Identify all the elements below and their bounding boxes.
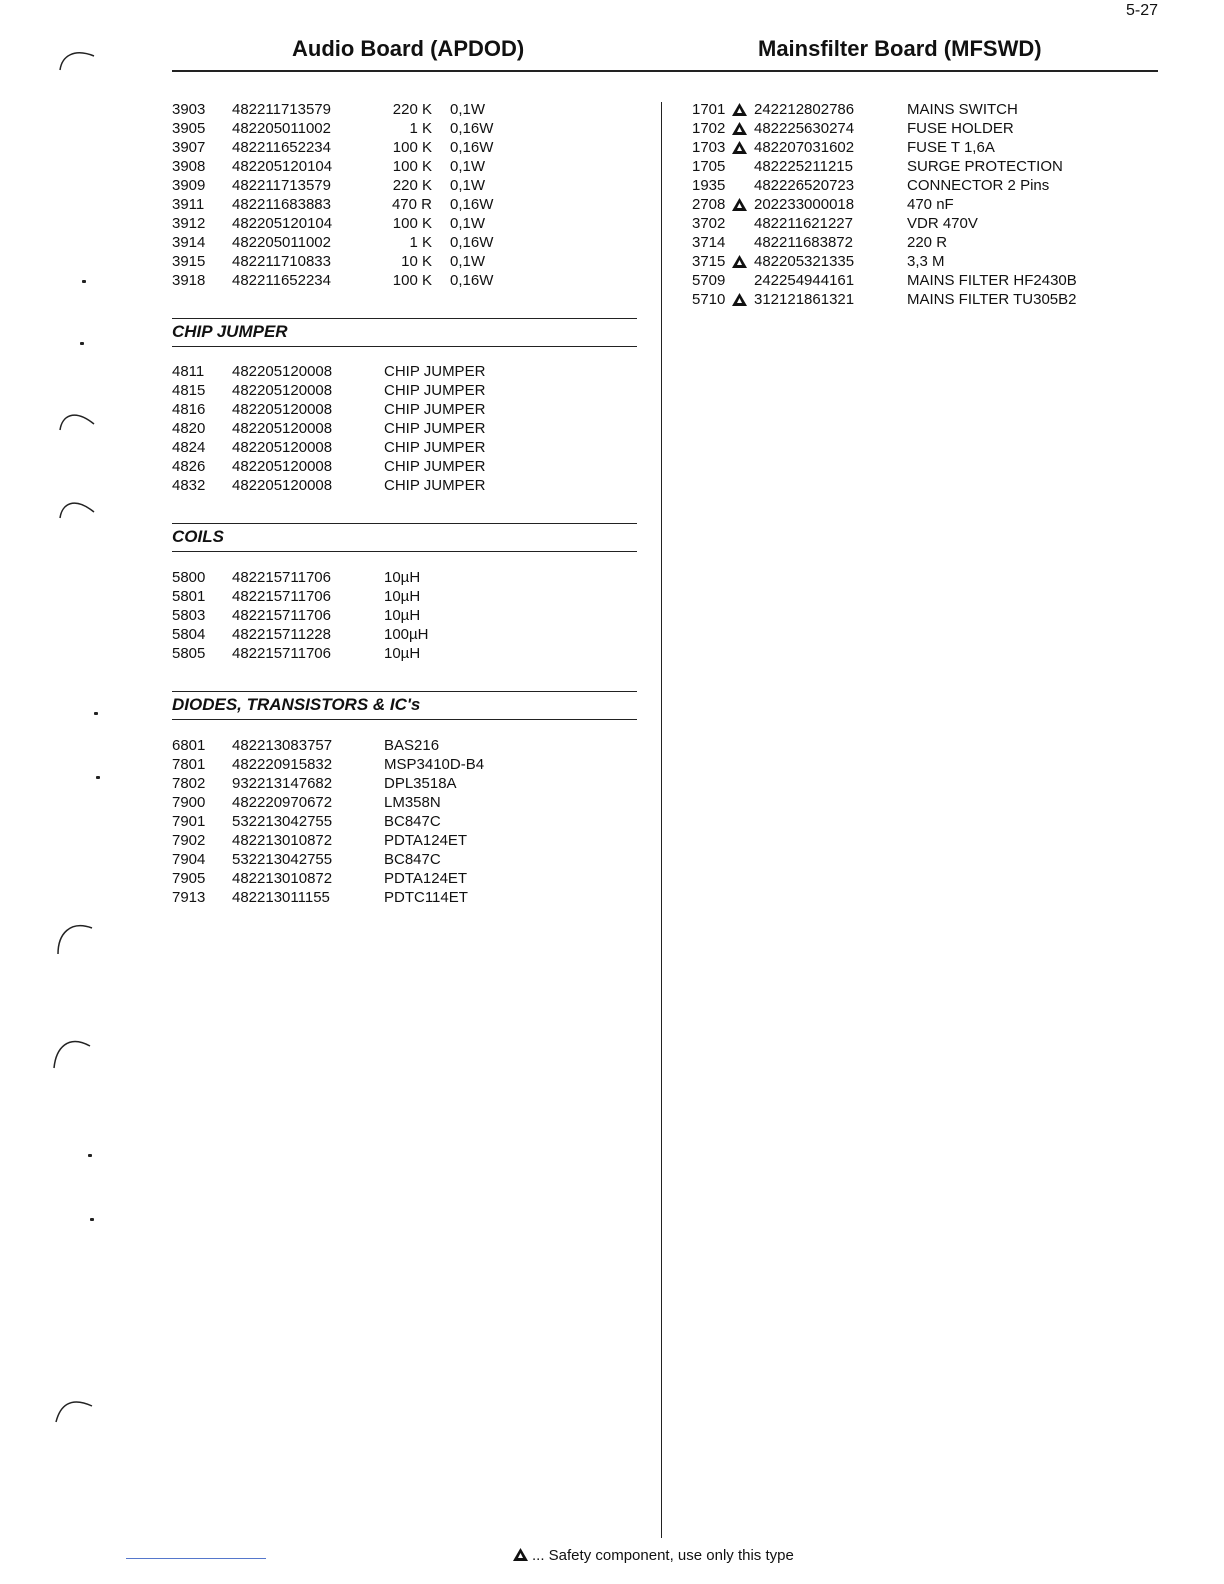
position-number: 4820 <box>172 420 206 437</box>
part-description: DPL3518A <box>384 775 457 792</box>
part-description: 10µH <box>384 645 421 662</box>
part-description: CHIP JUMPER <box>384 458 486 475</box>
part-description: BC847C <box>384 851 441 868</box>
part-code: 482215711228 <box>232 626 331 643</box>
resistance-value: 220 K <box>392 177 432 194</box>
resistance-value: 10 K <box>401 253 432 270</box>
part-code: 482211683872 <box>754 234 853 251</box>
part-code: 242254944161 <box>754 272 855 289</box>
part-code: 312121861321 <box>754 291 855 308</box>
part-description: PDTC114ET <box>384 889 468 906</box>
part-code: 482213010872 <box>232 832 333 849</box>
part-code: 482205120008 <box>232 439 333 456</box>
position-number: 5709 <box>692 272 726 289</box>
binder-hole-mark-icon <box>56 406 96 432</box>
section-title: CHIP JUMPER <box>172 322 288 341</box>
part-code: 482220915832 <box>232 756 333 773</box>
part-code: 482205120008 <box>232 363 333 380</box>
part-code: 482215711706 <box>232 588 331 605</box>
part-description: CHIP JUMPER <box>384 401 486 418</box>
part-description: CONNECTOR 2 Pins <box>907 177 1050 194</box>
position-number: 6801 <box>172 737 206 754</box>
resistance-value: 220 K <box>392 101 432 118</box>
part-code: 242212802786 <box>754 101 855 118</box>
position-number: 3914 <box>172 234 206 251</box>
part-code: 482205120104 <box>232 158 333 175</box>
part-code: 482211621227 <box>754 215 853 232</box>
position-number: 5800 <box>172 569 206 586</box>
position-number: 3903 <box>172 101 206 118</box>
power-rating: 0,16W <box>450 272 494 289</box>
scan-dot <box>80 342 84 345</box>
page-number: 5-27 <box>1125 2 1158 19</box>
position-number: 1701 <box>692 101 726 118</box>
position-number: 4811 <box>172 363 205 380</box>
warning-triangle-icon <box>732 255 747 268</box>
part-description: VDR 470V <box>907 215 978 232</box>
part-description: 10µH <box>384 569 421 586</box>
position-number: 7904 <box>172 851 206 868</box>
position-number: 7900 <box>172 794 206 811</box>
part-description: FUSE T 1,6A <box>907 139 995 156</box>
position-number: 3714 <box>692 234 726 251</box>
binder-hole-mark-icon <box>52 916 96 956</box>
part-code: 482211652234 <box>232 272 331 289</box>
position-number: 3915 <box>172 253 206 270</box>
resistance-value: 1 K <box>409 234 432 251</box>
part-code: 482205120008 <box>232 458 333 475</box>
power-rating: 0,1W <box>450 253 486 270</box>
part-code: 482211652234 <box>232 139 331 156</box>
footer-note-text: ... Safety component, use only this type <box>532 1547 794 1564</box>
power-rating: 0,1W <box>450 158 486 175</box>
position-number: 3715 <box>692 253 726 270</box>
part-description: PDTA124ET <box>384 832 468 849</box>
part-code: 482211713579 <box>232 101 331 118</box>
part-description: CHIP JUMPER <box>384 439 486 456</box>
position-number: 4824 <box>172 439 206 456</box>
part-code: 482220970672 <box>232 794 333 811</box>
position-number: 5710 <box>692 291 726 308</box>
warning-triangle-icon <box>732 103 747 116</box>
position-number: 3911 <box>172 196 205 213</box>
part-description: MAINS SWITCH <box>907 101 1018 118</box>
scan-dot <box>90 1218 94 1221</box>
position-number: 7913 <box>172 889 206 906</box>
part-code: 482207031602 <box>754 139 855 156</box>
position-number: 1702 <box>692 120 726 137</box>
section-header-diodes <box>172 691 637 720</box>
position-number: 7802 <box>172 775 206 792</box>
part-code: 202233000018 <box>754 196 855 213</box>
part-code: 932213147682 <box>232 775 333 792</box>
part-description: 10µH <box>384 588 421 605</box>
footer-link-line <box>126 1558 266 1559</box>
scan-dot <box>82 280 86 283</box>
position-number: 5801 <box>172 588 206 605</box>
position-number: 5804 <box>172 626 206 643</box>
warning-triangle-icon <box>732 293 747 306</box>
part-code: 482213083757 <box>232 737 333 754</box>
position-number: 7902 <box>172 832 206 849</box>
part-description: CHIP JUMPER <box>384 363 486 380</box>
part-code: 482205321335 <box>754 253 855 270</box>
position-number: 3918 <box>172 272 206 289</box>
part-description: LM358N <box>384 794 441 811</box>
scan-dot <box>94 712 98 715</box>
binder-hole-mark-icon <box>56 46 96 72</box>
binder-hole-mark-icon <box>56 494 96 520</box>
binder-hole-mark-icon <box>50 1030 94 1070</box>
part-description: CHIP JUMPER <box>384 382 486 399</box>
part-description: PDTA124ET <box>384 870 468 887</box>
position-number: 1705 <box>692 158 726 175</box>
part-description: 220 R <box>907 234 948 251</box>
part-code: 482215711706 <box>232 645 331 662</box>
warning-triangle-icon <box>513 1548 528 1561</box>
part-description: CHIP JUMPER <box>384 420 486 437</box>
position-number: 1703 <box>692 139 726 156</box>
position-number: 3912 <box>172 215 206 232</box>
mainsfilter-board-title: Mainsfilter Board (MFSWD) <box>758 36 1042 61</box>
warning-triangle-icon <box>732 198 747 211</box>
resistance-value: 100 K <box>392 215 432 232</box>
part-description: BC847C <box>384 813 441 830</box>
position-number: 7905 <box>172 870 206 887</box>
position-number: 2708 <box>692 196 726 213</box>
power-rating: 0,1W <box>450 101 486 118</box>
part-description: CHIP JUMPER <box>384 477 486 494</box>
part-description: MAINS FILTER TU305B2 <box>907 291 1077 308</box>
power-rating: 0,16W <box>450 196 494 213</box>
part-code: 482205011002 <box>232 234 331 251</box>
part-code: 482226520723 <box>754 177 855 194</box>
position-number: 7801 <box>172 756 206 773</box>
position-number: 4816 <box>172 401 206 418</box>
position-number: 5805 <box>172 645 206 662</box>
part-code: 482205120008 <box>232 382 333 399</box>
footer-note <box>513 1547 794 1564</box>
part-description: MAINS FILTER HF2430B <box>907 272 1077 289</box>
part-description: SURGE PROTECTION <box>907 158 1063 175</box>
part-code: 482215711706 <box>232 569 331 586</box>
binder-hole-mark-icon <box>52 1392 96 1424</box>
position-number: 3905 <box>172 120 206 137</box>
part-code: 482213010872 <box>232 870 333 887</box>
warning-triangle-icon <box>732 141 747 154</box>
power-rating: 0,16W <box>450 139 494 156</box>
part-code: 482211683883 <box>232 196 331 213</box>
power-rating: 0,1W <box>450 215 486 232</box>
part-code: 482225211215 <box>754 158 853 175</box>
column-divider <box>661 102 662 1538</box>
part-code: 482205120008 <box>232 420 333 437</box>
part-code: 482205120008 <box>232 477 333 494</box>
part-code: 482205011002 <box>232 120 331 137</box>
section-title: DIODES, TRANSISTORS & IC's <box>172 695 421 714</box>
header-rule <box>172 70 1158 72</box>
resistance-value: 100 K <box>392 139 432 156</box>
part-code: 482215711706 <box>232 607 331 624</box>
warning-triangle-icon <box>732 122 747 135</box>
section-header-coils <box>172 523 637 552</box>
resistance-value: 470 R <box>391 196 432 213</box>
part-description: FUSE HOLDER <box>907 120 1014 137</box>
position-number: 3908 <box>172 158 206 175</box>
position-number: 4815 <box>172 382 206 399</box>
section-header-chip-jumper <box>172 318 637 347</box>
part-description: 100µH <box>384 626 429 643</box>
position-number: 4826 <box>172 458 206 475</box>
part-code: 532213042755 <box>232 851 333 868</box>
position-number: 4832 <box>172 477 206 494</box>
position-number: 7901 <box>172 813 206 830</box>
part-code: 482205120104 <box>232 215 333 232</box>
part-description: 3,3 M <box>907 253 945 270</box>
resistance-value: 100 K <box>392 272 432 289</box>
part-description: 470 nF <box>907 196 954 213</box>
part-code: 482213011155 <box>232 889 330 906</box>
resistance-value: 1 K <box>409 120 432 137</box>
position-number: 3907 <box>172 139 206 156</box>
power-rating: 0,16W <box>450 234 494 251</box>
power-rating: 0,1W <box>450 177 486 194</box>
part-code: 482205120008 <box>232 401 333 418</box>
scan-dot <box>88 1154 92 1157</box>
resistance-value: 100 K <box>392 158 432 175</box>
scan-dot <box>96 776 100 779</box>
section-title: COILS <box>172 527 224 546</box>
part-description: BAS216 <box>384 737 440 754</box>
part-code: 482211710833 <box>232 253 331 270</box>
part-code: 482225630274 <box>754 120 855 137</box>
position-number: 1935 <box>692 177 726 194</box>
part-code: 482211713579 <box>232 177 331 194</box>
position-number: 3702 <box>692 215 726 232</box>
power-rating: 0,16W <box>450 120 494 137</box>
part-code: 532213042755 <box>232 813 333 830</box>
part-description: MSP3410D-B4 <box>384 756 485 773</box>
audio-board-title: Audio Board (APDOD) <box>292 36 525 61</box>
part-description: 10µH <box>384 607 421 624</box>
position-number: 3909 <box>172 177 206 194</box>
position-number: 5803 <box>172 607 206 624</box>
